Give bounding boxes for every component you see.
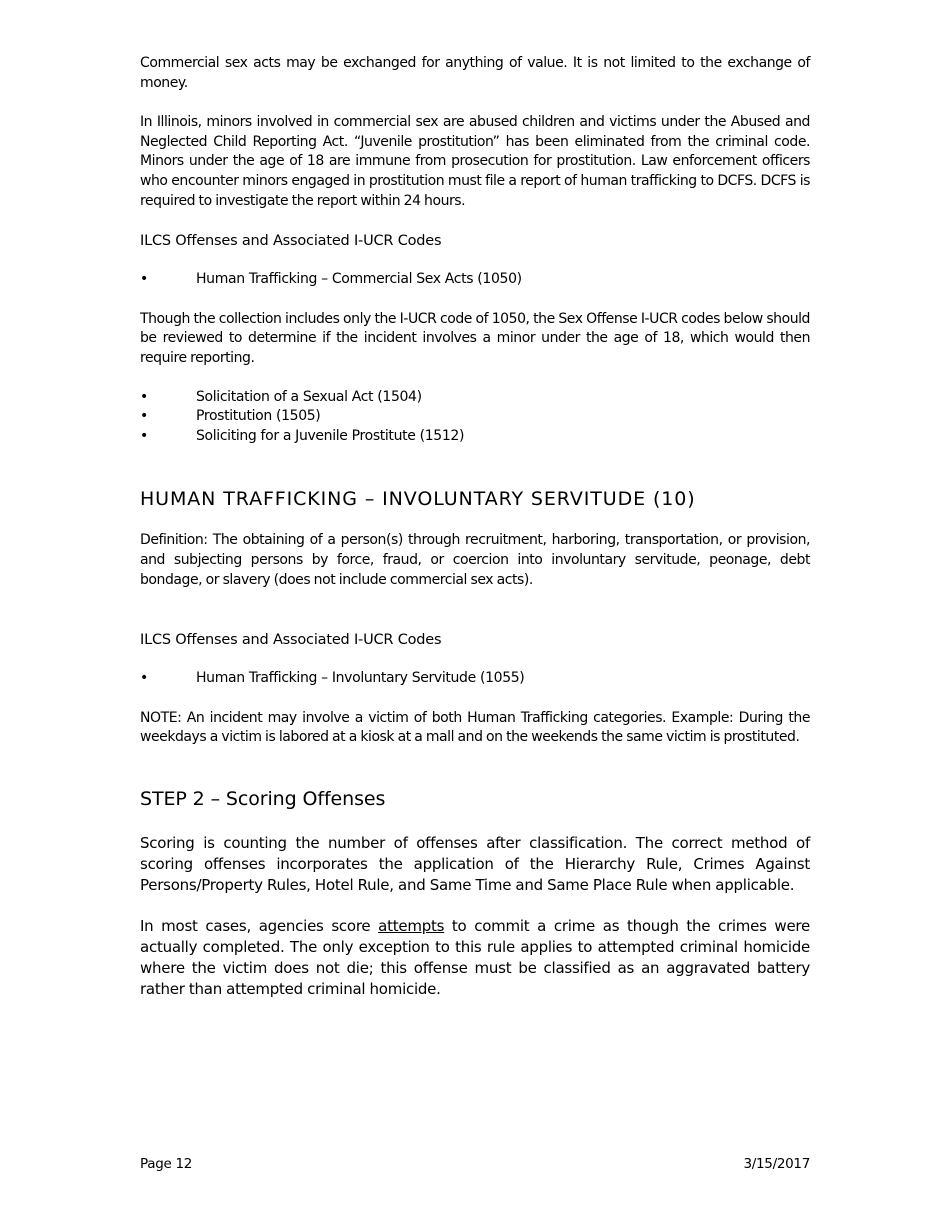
paragraph-attempts [140,916,810,1000]
bullet-icon: • [140,408,148,425]
bullet-icon: • [140,388,148,405]
attempts-text-after: to commit a crime as though the crimes were actually completed. The only exception to this rule applies to attempted criminal homicide where the victim does not die; this offense must be classified as an aggravated battery rather than attempted criminal homicide. [140,916,810,998]
list-item [140,270,810,290]
list-item [140,427,810,447]
list-item-text: Solicitation of a Sexual Act (1504) [196,388,422,405]
list-item-text: Human Trafficking – Commercial Sex Acts (1050) [196,271,522,288]
ilcs-heading-commercial: ILCS Offenses and Associated I-UCR Codes [140,233,442,250]
paragraph-collection-note: Though the collection includes only the I-UCR code of 1050, the Sex Offense I-UCR codes below should be reviewed to determine if the incident involves a minor under the age of 18, which would then require reporting. [140,310,810,366]
step-2-heading: STEP 2 – Scoring Offenses [140,787,386,810]
servitude-code-list [140,669,810,689]
attempts-text-before: In most cases, agencies score [140,916,379,935]
page-number: Page 12 [140,1156,193,1172]
list-item-text: Soliciting for a Juvenile Prostitute (1512) [196,427,465,444]
bullet-icon: • [140,271,148,288]
list-item-text: Human Trafficking – Involuntary Servitude (1055) [196,670,525,687]
ilcs-heading-servitude: ILCS Offenses and Associated I-UCR Codes [140,632,442,649]
commercial-code-list [140,270,810,290]
paragraph-illinois-minors: In Illinois, minors involved in commercial sex are abused children and victims under the Abused and Neglected Child Reporting Act. “Juvenile prostitution” has been eliminated from the criminal code. Minors under the age of 18 are immune from prosecution for prostitution. Law enforcement officers who encounter minors engaged in prostitution must file a report of human trafficking to DCFS. DCFS is required to investigate the report within 24 hours. [140,114,810,209]
list-item [140,407,810,427]
list-item [140,669,810,689]
paragraph-commercial-sex-acts: Commercial sex acts may be exchanged for anything of value. It is not limited to the exchange of money. [140,55,810,91]
paragraph-note: NOTE: An incident may involve a victim of both Human Trafficking categories. Example: During the weekdays a victim is labored at a kiosk at a mall and on the weekends the same victim is prostituted. [140,709,810,746]
bullet-icon: • [140,670,148,687]
list-item-text: Prostitution (1505) [196,408,321,425]
footer-date: 3/15/2017 [743,1156,810,1172]
list-item [140,388,810,408]
sex-offense-code-list [140,388,810,447]
paragraph-scoring: Scoring is counting the number of offenses after classification. The correct method of scoring offenses incorporates the application of the Hierarchy Rule, Crimes Against Persons/Property Rules, Hotel Rule, and Same Time and Same Place Rule when applicable. [140,833,810,894]
page-footer [140,1155,810,1173]
bullet-icon: • [140,427,148,444]
paragraph-definition: Definition: The obtaining of a person(s) through recruitment, harboring, transportation, or provision, and subjecting persons by force, fraud, or coercion into involuntary servitude, peonage, debt bondage, or slavery (does not include commercial sex acts). [140,532,810,588]
document-body [140,54,810,1000]
section-heading-involuntary-servitude: HUMAN TRAFFICKING – INVOLUNTARY SERVITUDE (10) [140,488,696,511]
attempts-underlined-word: attempts [378,916,445,935]
